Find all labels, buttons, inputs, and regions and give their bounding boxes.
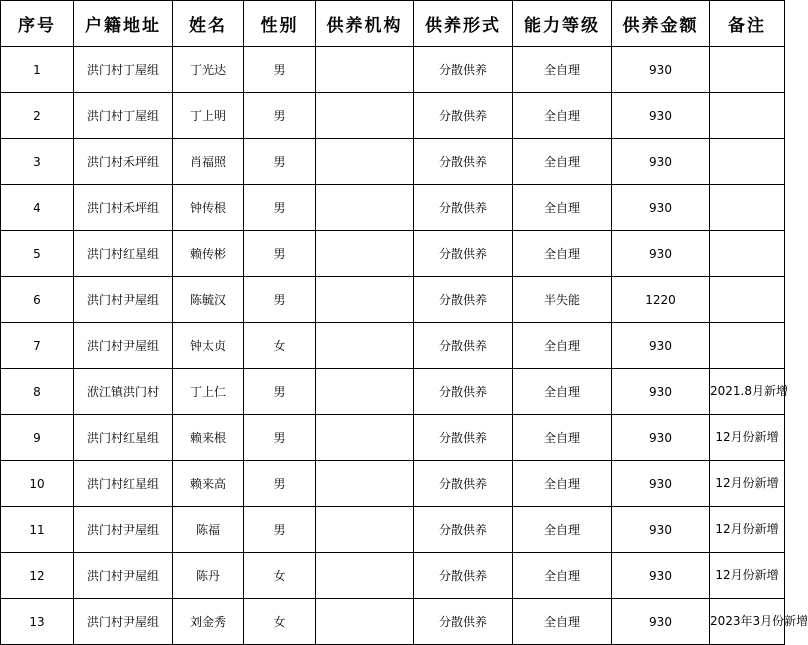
header-form: 供养形式 (414, 1, 513, 47)
cell-form: 分散供养 (414, 139, 513, 185)
header-institution: 供养机构 (316, 1, 414, 47)
cell-gender: 男 (244, 185, 316, 231)
cell-name: 钟传根 (173, 185, 244, 231)
cell-address: 洪门村尹屋组 (74, 507, 173, 553)
cell-name: 丁上明 (173, 93, 244, 139)
table-row (1, 185, 785, 231)
cell-level: 全自理 (513, 323, 612, 369)
cell-no: 9 (1, 415, 74, 461)
cell-amount: 930 (612, 553, 710, 599)
cell-form: 分散供养 (414, 507, 513, 553)
cell-address: 洪门村尹屋组 (74, 599, 173, 645)
header-note: 备注 (710, 1, 785, 47)
cell-gender: 女 (244, 323, 316, 369)
cell-name: 赖传彬 (173, 231, 244, 277)
cell-note (710, 277, 785, 323)
cell-note: 12月份新增 (710, 507, 785, 553)
cell-note (710, 93, 785, 139)
cell-name: 肖福照 (173, 139, 244, 185)
cell-form: 分散供养 (414, 93, 513, 139)
cell-name: 陈毓汉 (173, 277, 244, 323)
table-row (1, 415, 785, 461)
table-row (1, 277, 785, 323)
cell-address: 洑江镇洪门村 (74, 369, 173, 415)
header-amount: 供养金额 (612, 1, 710, 47)
cell-gender: 男 (244, 461, 316, 507)
table-row (1, 323, 785, 369)
cell-form: 分散供养 (414, 231, 513, 277)
cell-name: 陈福 (173, 507, 244, 553)
cell-amount: 930 (612, 139, 710, 185)
header-level: 能力等级 (513, 1, 612, 47)
cell-no: 3 (1, 139, 74, 185)
cell-form: 分散供养 (414, 47, 513, 93)
cell-institution (316, 461, 414, 507)
cell-amount: 930 (612, 415, 710, 461)
cell-address: 洪门村丁屋组 (74, 47, 173, 93)
cell-amount: 930 (612, 599, 710, 645)
cell-address: 洪门村丁屋组 (74, 93, 173, 139)
cell-note (710, 231, 785, 277)
cell-address: 洪门村禾坪组 (74, 185, 173, 231)
cell-level: 全自理 (513, 185, 612, 231)
cell-gender: 男 (244, 277, 316, 323)
cell-level: 全自理 (513, 231, 612, 277)
cell-institution (316, 277, 414, 323)
cell-form: 分散供养 (414, 185, 513, 231)
cell-address: 洪门村尹屋组 (74, 553, 173, 599)
cell-amount: 930 (612, 185, 710, 231)
cell-note: 2021.8月新增 (710, 369, 785, 415)
cell-amount: 930 (612, 507, 710, 553)
cell-amount: 930 (612, 231, 710, 277)
cell-name: 刘金秀 (173, 599, 244, 645)
header-no: 序号 (1, 1, 74, 47)
cell-level: 全自理 (513, 553, 612, 599)
cell-address: 洪门村红星组 (74, 231, 173, 277)
cell-address: 洪门村红星组 (74, 461, 173, 507)
cell-gender: 男 (244, 93, 316, 139)
cell-address: 洪门村尹屋组 (74, 323, 173, 369)
cell-form: 分散供养 (414, 277, 513, 323)
cell-gender: 女 (244, 599, 316, 645)
cell-no: 1 (1, 47, 74, 93)
cell-form: 分散供养 (414, 369, 513, 415)
cell-no: 13 (1, 599, 74, 645)
cell-institution (316, 415, 414, 461)
cell-amount: 930 (612, 461, 710, 507)
cell-institution (316, 47, 414, 93)
cell-institution (316, 185, 414, 231)
cell-level: 全自理 (513, 139, 612, 185)
cell-no: 12 (1, 553, 74, 599)
cell-institution (316, 231, 414, 277)
cell-note (710, 185, 785, 231)
cell-gender: 男 (244, 507, 316, 553)
cell-note (710, 47, 785, 93)
cell-institution (316, 599, 414, 645)
cell-institution (316, 369, 414, 415)
cell-form: 分散供养 (414, 323, 513, 369)
table-row (1, 553, 785, 599)
cell-name: 赖来高 (173, 461, 244, 507)
cell-name: 钟太贞 (173, 323, 244, 369)
cell-level: 半失能 (513, 277, 612, 323)
cell-note: 12月份新增 (710, 461, 785, 507)
cell-address: 洪门村红星组 (74, 415, 173, 461)
cell-no: 5 (1, 231, 74, 277)
cell-institution (316, 93, 414, 139)
table-row (1, 599, 785, 645)
cell-institution (316, 553, 414, 599)
cell-no: 11 (1, 507, 74, 553)
cell-address: 洪门村禾坪组 (74, 139, 173, 185)
cell-level: 全自理 (513, 47, 612, 93)
cell-amount: 930 (612, 369, 710, 415)
cell-institution (316, 507, 414, 553)
cell-amount: 1220 (612, 277, 710, 323)
cell-name: 丁上仁 (173, 369, 244, 415)
cell-form: 分散供养 (414, 553, 513, 599)
cell-name: 丁光达 (173, 47, 244, 93)
cell-amount: 930 (612, 323, 710, 369)
cell-no: 4 (1, 185, 74, 231)
cell-address: 洪门村尹屋组 (74, 277, 173, 323)
table-row (1, 231, 785, 277)
cell-amount: 930 (612, 93, 710, 139)
cell-amount: 930 (612, 47, 710, 93)
cell-level: 全自理 (513, 415, 612, 461)
cell-gender: 男 (244, 369, 316, 415)
cell-name: 陈丹 (173, 553, 244, 599)
cell-level: 全自理 (513, 369, 612, 415)
cell-note: 12月份新增 (710, 415, 785, 461)
cell-no: 6 (1, 277, 74, 323)
cell-no: 8 (1, 369, 74, 415)
cell-gender: 男 (244, 139, 316, 185)
table-header (1, 1, 785, 47)
cell-form: 分散供养 (414, 415, 513, 461)
cell-no: 7 (1, 323, 74, 369)
cell-form: 分散供养 (414, 599, 513, 645)
cell-level: 全自理 (513, 599, 612, 645)
cell-gender: 男 (244, 415, 316, 461)
header-row (1, 1, 785, 47)
table-row (1, 369, 785, 415)
cell-name: 赖来根 (173, 415, 244, 461)
header-gender: 性别 (244, 1, 316, 47)
cell-note: 12月份新增 (710, 553, 785, 599)
cell-no: 2 (1, 93, 74, 139)
table-row (1, 93, 785, 139)
cell-gender: 女 (244, 553, 316, 599)
cell-institution (316, 323, 414, 369)
cell-institution (316, 139, 414, 185)
cell-note (710, 139, 785, 185)
table-body (1, 47, 808, 645)
cell-level: 全自理 (513, 461, 612, 507)
cell-note (710, 323, 785, 369)
cell-gender: 男 (244, 47, 316, 93)
cell-form: 分散供养 (414, 461, 513, 507)
header-name: 姓名 (173, 1, 244, 47)
table-row (1, 461, 785, 507)
cell-no: 10 (1, 461, 74, 507)
cell-level: 全自理 (513, 507, 612, 553)
cell-level: 全自理 (513, 93, 612, 139)
cell-gender: 男 (244, 231, 316, 277)
header-address: 户籍地址 (74, 1, 173, 47)
cell-note: 2023年3月份新增 (710, 599, 785, 645)
table-row (1, 139, 785, 185)
table-row (1, 47, 785, 93)
table-row (1, 507, 785, 553)
